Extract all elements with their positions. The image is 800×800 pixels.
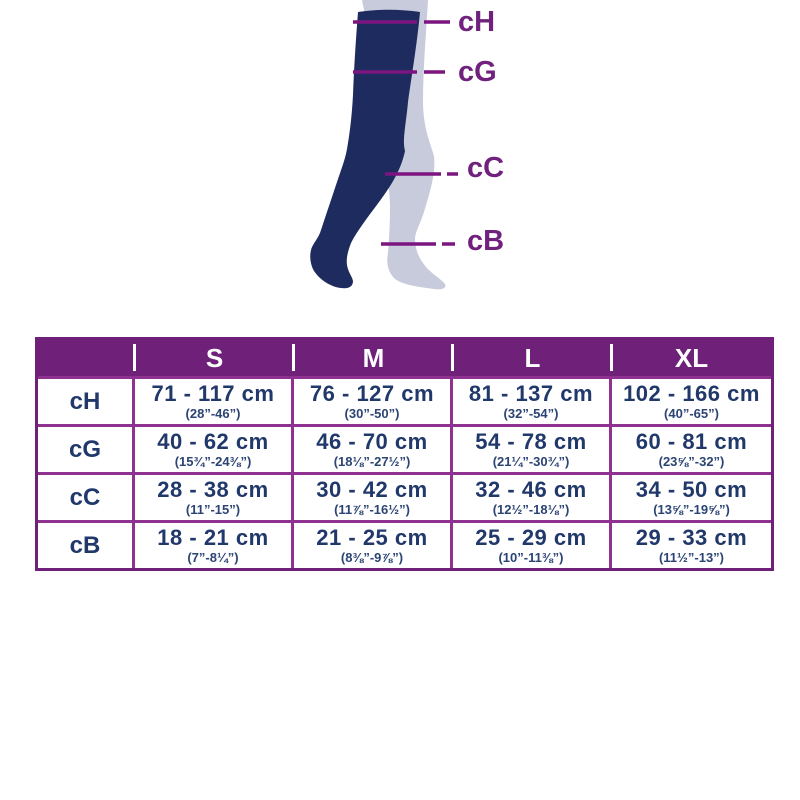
header-corner-cell <box>38 340 135 379</box>
ch-xl-cell <box>612 379 771 427</box>
range-inches: (18⅛”-27½”) <box>333 454 411 469</box>
cg-s-cell <box>135 427 294 475</box>
range-cm: 18 - 21 cm <box>157 525 269 550</box>
cb-m-cell <box>294 523 453 568</box>
range-inches: (13⅝”-19⅝”) <box>653 502 730 517</box>
cb-s-cell <box>135 523 294 568</box>
range-inches: (11½”-13”) <box>658 550 725 565</box>
range-cm: 54 - 78 cm <box>475 429 587 454</box>
ch-l-cell <box>453 379 612 427</box>
cc-l-cell <box>453 475 612 523</box>
range-cm: 30 - 42 cm <box>316 477 428 502</box>
ch-measure-label: cH <box>458 6 496 38</box>
table-row-cg <box>38 427 771 475</box>
range-cm: 32 - 46 cm <box>475 477 587 502</box>
cg-xl-cell <box>612 427 771 475</box>
row-label-cb: cB <box>38 523 135 568</box>
range-inches: (10”-11⅜”) <box>498 550 564 565</box>
row-label-ch: cH <box>38 379 135 427</box>
range-inches: (8⅜”-9⅞”) <box>340 550 404 565</box>
range-inches: (11⅞”-16½”) <box>334 502 410 517</box>
cg-measure-label: cG <box>458 56 497 88</box>
header-row <box>38 340 771 379</box>
range-inches: (7”-8¼”) <box>187 550 239 565</box>
range-cm: 71 - 117 cm <box>151 381 275 406</box>
range-inches: (40”-65”) <box>664 406 719 421</box>
range-cm: 40 - 62 cm <box>157 429 269 454</box>
range-inches: (28”-46”) <box>185 406 241 421</box>
row-label-cg: cG <box>38 427 135 475</box>
range-cm: 76 - 127 cm <box>309 381 435 406</box>
cg-m-cell <box>294 427 453 475</box>
cb-xl-cell <box>612 523 771 568</box>
range-inches: (30”-50”) <box>344 406 400 421</box>
table-row-cc <box>38 475 771 523</box>
range-inches: (15¾”-24⅜”) <box>174 454 252 469</box>
header-size-l: L <box>453 340 612 379</box>
cb-l-cell <box>453 523 612 568</box>
range-cm: 28 - 38 cm <box>157 477 269 502</box>
cb-measure-label: cB <box>467 225 505 257</box>
range-inches: (32”-54”) <box>503 406 559 421</box>
range-cm: 81 - 137 cm <box>468 381 594 406</box>
range-inches: (23⅝”-32”) <box>658 454 725 469</box>
cc-m-cell <box>294 475 453 523</box>
ch-m-cell <box>294 379 453 427</box>
range-cm: 60 - 81 cm <box>635 429 748 454</box>
header-size-xl: XL <box>612 340 771 379</box>
row-label-cc: cC <box>38 475 135 523</box>
range-cm: 25 - 29 cm <box>475 525 587 550</box>
leg-measurement-diagram <box>295 0 515 310</box>
table-row-cb <box>38 523 771 568</box>
range-inches: (12½”-18⅛”) <box>492 502 570 517</box>
table-row-ch <box>38 379 771 427</box>
cc-s-cell <box>135 475 294 523</box>
cc-xl-cell <box>612 475 771 523</box>
range-cm: 46 - 70 cm <box>316 429 428 454</box>
range-cm: 102 - 166 cm <box>623 381 760 406</box>
ch-s-cell <box>135 379 294 427</box>
range-cm: 29 - 33 cm <box>635 525 748 550</box>
cc-measure-label: cC <box>467 152 505 184</box>
size-measurement-table <box>35 337 774 571</box>
cg-l-cell <box>453 427 612 475</box>
header-size-m: M <box>294 340 453 379</box>
range-inches: (11”-15”) <box>185 502 241 517</box>
legs-illustration <box>295 0 515 310</box>
size-table-header <box>38 340 771 379</box>
range-cm: 34 - 50 cm <box>635 477 748 502</box>
header-size-s: S <box>135 340 294 379</box>
range-inches: (21¼”-30¾”) <box>492 454 570 469</box>
range-cm: 21 - 25 cm <box>316 525 428 550</box>
